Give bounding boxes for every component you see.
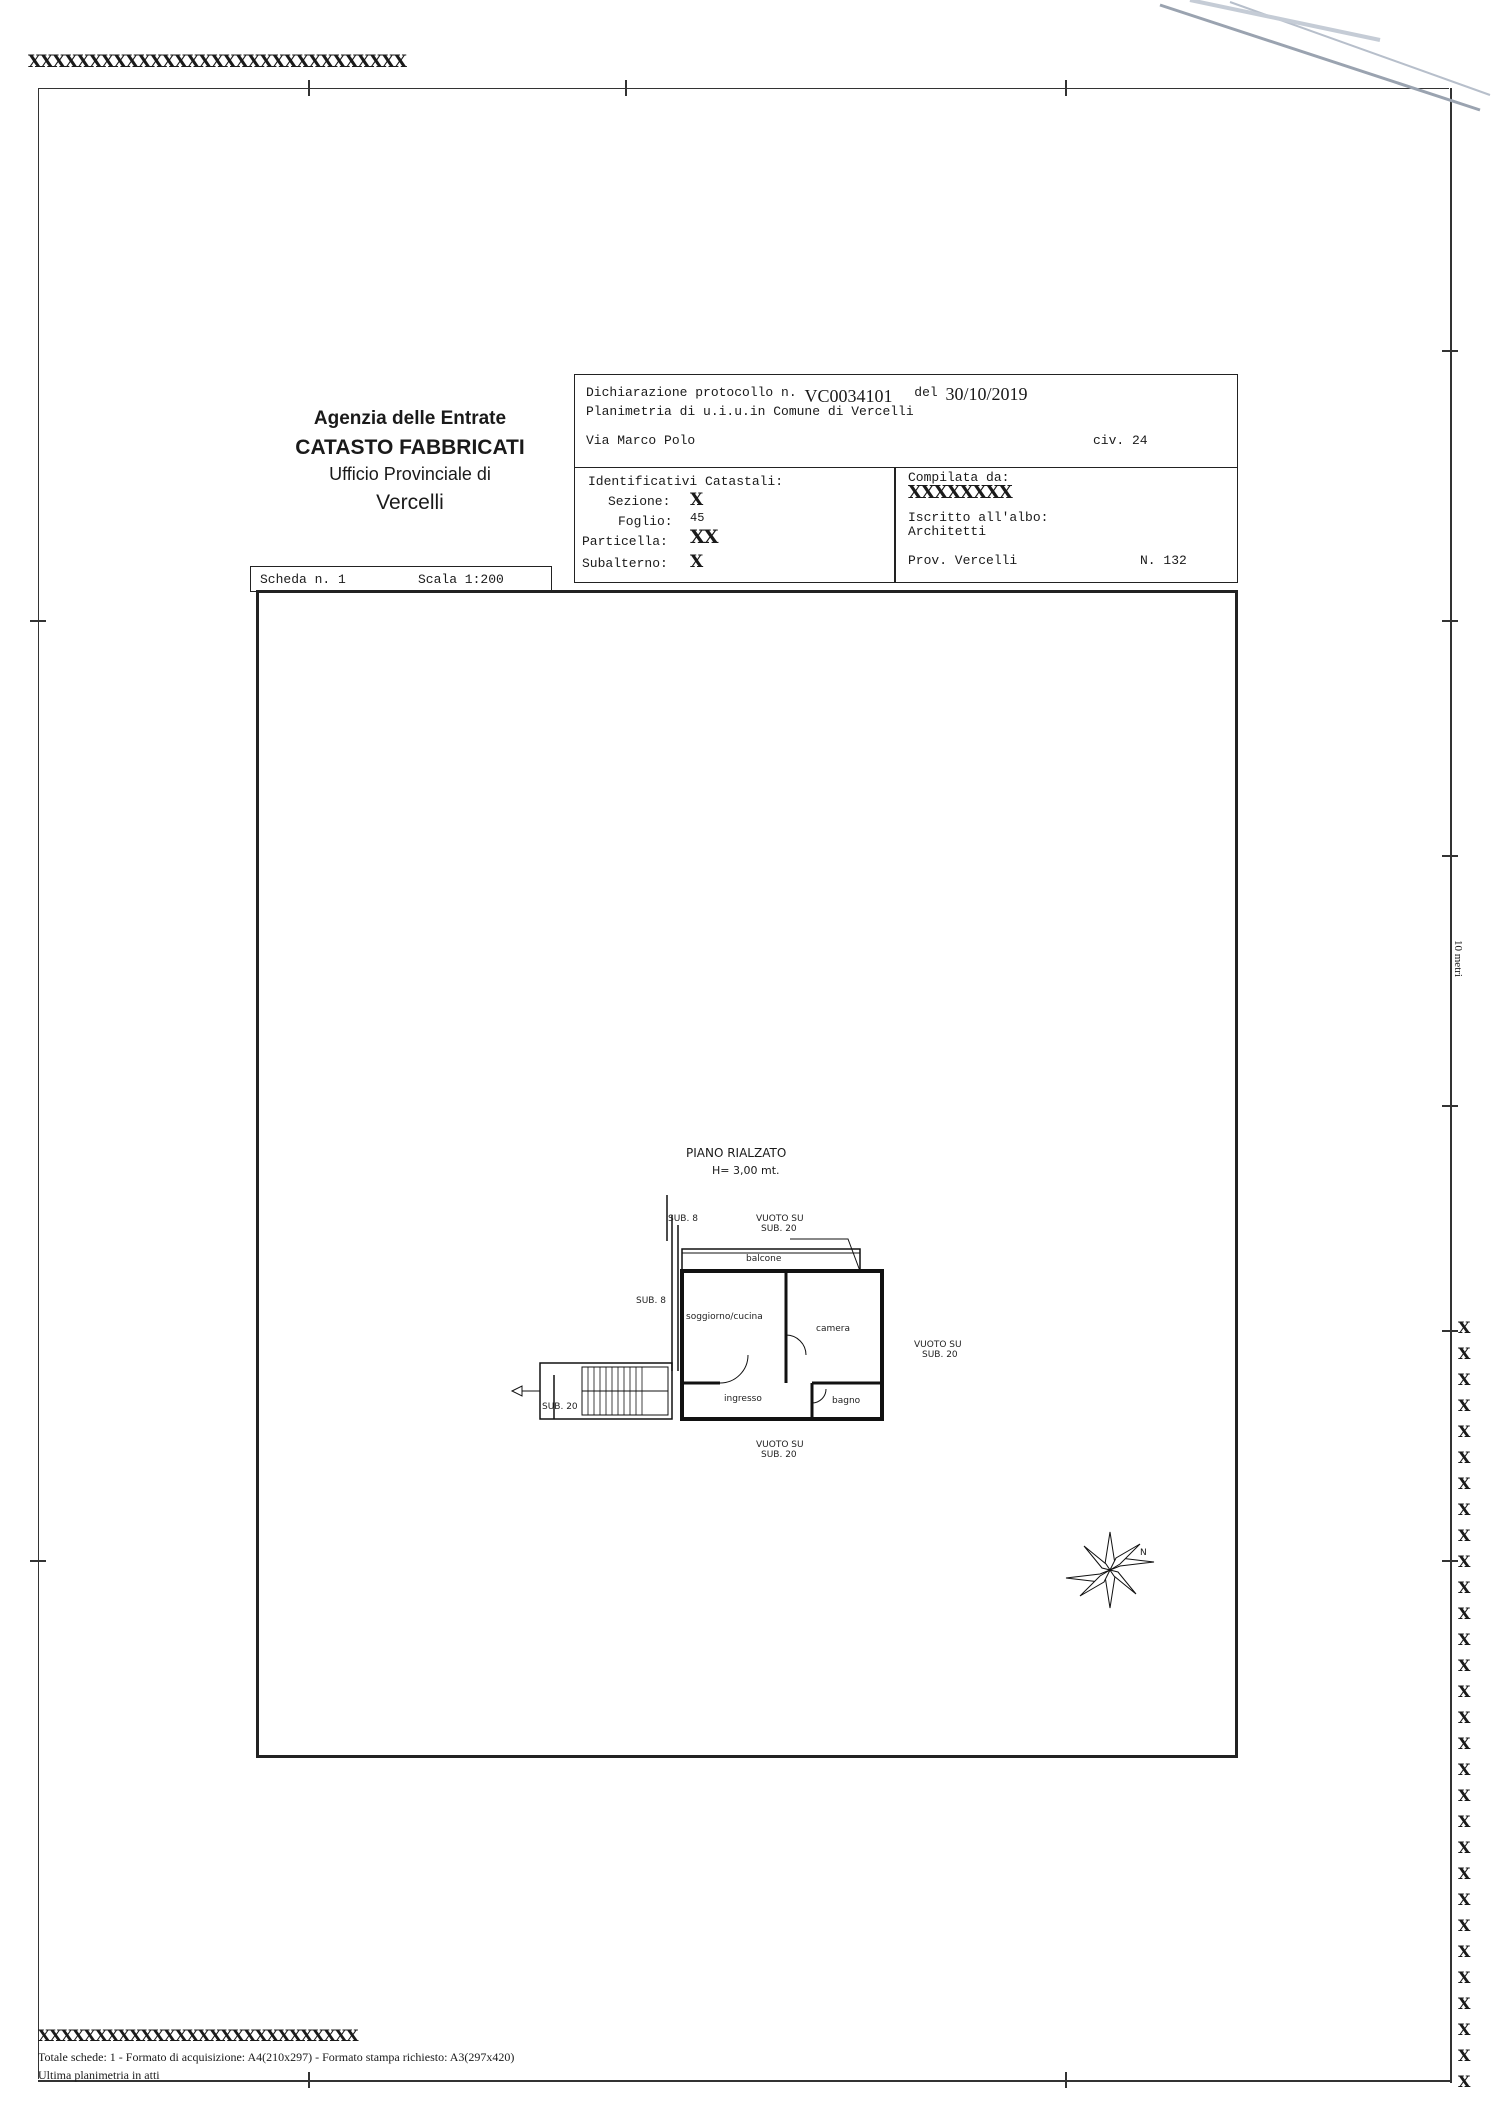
- footer-redacted-text: XXXXXXXXXXXXXXXXXXXXXXXXXXXX: [38, 2026, 358, 2045]
- frame-tick: [30, 620, 46, 622]
- label-sub8-left: SUB. 8: [636, 1296, 666, 1306]
- label-sub8-top: SUB. 8: [668, 1214, 698, 1224]
- side-redaction-mark: X: [1458, 1370, 1470, 1389]
- compass-north-label: N: [1140, 1548, 1147, 1558]
- prov-label: Prov. Vercelli: [908, 553, 1018, 568]
- foglio-label: Foglio:: [618, 514, 673, 529]
- side-redaction-mark: X: [1458, 1474, 1470, 1493]
- frame-tick: [1442, 1560, 1458, 1562]
- protocol-label: Dichiarazione protocollo n.: [586, 385, 797, 400]
- protocol-line: [586, 380, 1028, 406]
- civic-number: civ. 24: [1093, 433, 1148, 448]
- frame-tick: [30, 1560, 46, 1562]
- frame-tick: [308, 80, 310, 96]
- sezione-label: Sezione:: [608, 494, 671, 509]
- label-vuoto-top-sub: SUB. 20: [761, 1224, 797, 1234]
- side-redaction-mark: X: [1458, 1734, 1470, 1753]
- footer-ultima: Ultima planimetria in atti: [38, 2068, 160, 2082]
- side-redaction-mark: X: [1458, 1604, 1470, 1623]
- top-redacted-text: XXXXXXXXXXXXXXXXXXXXXXXXXXXXXXX: [28, 52, 406, 72]
- side-redaction-mark: X: [1458, 1942, 1470, 1961]
- agency-name: Agenzia delle Entrate: [313, 408, 507, 429]
- side-redaction-mark: X: [1458, 1760, 1470, 1779]
- side-redaction-mark: X: [1458, 1656, 1470, 1675]
- catasto-title: CATASTO FABBRICATI: [295, 436, 525, 459]
- label-ingresso: ingresso: [724, 1394, 762, 1404]
- label-soggiorno: soggiorno/cucina: [686, 1312, 763, 1322]
- footer-totale: Totale schede: 1 - Formato di acquisizione: A4(210x297) - Formato stampa richiesto: A3(297x420): [38, 2050, 515, 2064]
- side-redaction-mark: X: [1458, 2072, 1470, 2091]
- frame-tick: [1442, 855, 1458, 857]
- side-redaction-mark: X: [1458, 1526, 1470, 1545]
- label-camera: camera: [816, 1324, 850, 1334]
- identifiers-title: Identificativi Catastali:: [588, 474, 784, 489]
- agency-block: [260, 408, 560, 515]
- frame-tick: [1442, 1105, 1458, 1107]
- label-vuoto-bottom-sub: SUB. 20: [761, 1450, 797, 1460]
- page-fold-mark: [1150, 0, 1496, 120]
- side-redaction-mark: X: [1458, 2020, 1470, 2039]
- iscritto-value: Architetti: [908, 524, 987, 539]
- subalterno-label: Subalterno:: [582, 556, 668, 571]
- side-redaction-mark: X: [1458, 1864, 1470, 1883]
- frame-tick: [308, 2072, 310, 2088]
- frame-tick: [1442, 350, 1458, 352]
- city-name: Vercelli: [376, 491, 444, 514]
- side-redaction-mark: X: [1458, 1838, 1470, 1857]
- side-redaction-mark: X: [1458, 1916, 1470, 1935]
- date-value: 30/10/2019: [945, 384, 1028, 404]
- side-redaction-mark: X: [1458, 1448, 1470, 1467]
- floorplan-title: PIANO RIALZATO: [686, 1146, 787, 1160]
- iscritto-label: Iscritto all'albo:: [908, 510, 1049, 525]
- side-redaction-mark: X: [1458, 1552, 1470, 1571]
- sezione-value: X: [690, 490, 703, 510]
- side-redaction-mark: X: [1458, 2046, 1470, 2065]
- side-redaction-column: [1458, 1318, 1478, 2098]
- label-vuoto-right: VUOTO SU: [914, 1340, 962, 1350]
- side-redaction-mark: X: [1458, 1578, 1470, 1597]
- side-redaction-mark: X: [1458, 1500, 1470, 1519]
- scheda-label: Scheda n. 1: [260, 572, 346, 587]
- side-redaction-mark: X: [1458, 1968, 1470, 1987]
- side-redaction-mark: X: [1458, 1682, 1470, 1701]
- side-redaction-mark: X: [1458, 1994, 1470, 2013]
- label-bagno: bagno: [832, 1396, 861, 1406]
- label-sub20-left: SUB. 20: [542, 1402, 578, 1412]
- side-redaction-mark: X: [1458, 1318, 1470, 1337]
- label-vuoto-top: VUOTO SU: [756, 1214, 804, 1224]
- side-redaction-mark: X: [1458, 1396, 1470, 1415]
- scala-label: Scala 1:200: [418, 572, 504, 587]
- side-redaction-mark: X: [1458, 1890, 1470, 1909]
- label-vuoto-right-sub: SUB. 20: [922, 1350, 958, 1360]
- address: Via Marco Polo: [586, 433, 696, 448]
- frame-tick: [1065, 80, 1067, 96]
- frame-tick: [1442, 620, 1458, 622]
- side-redaction-mark: X: [1458, 1422, 1470, 1441]
- albo-number: N. 132: [1140, 553, 1187, 568]
- side-redaction-mark: X: [1458, 1344, 1470, 1363]
- particella-label: Particella:: [582, 534, 668, 549]
- subalterno-value: X: [690, 552, 703, 572]
- plan-location: Planimetria di u.i.u.in Comune di Vercelli: [586, 404, 914, 419]
- side-redaction-mark: X: [1458, 1812, 1470, 1831]
- ufficio-label: Ufficio Provinciale di: [329, 464, 491, 484]
- label-balcone: balcone: [746, 1254, 782, 1264]
- compilata-value: XXXXXXXX: [908, 482, 1012, 503]
- outer-frame-bottom: [38, 2080, 1450, 2082]
- compilata-label: Compilata da:: [908, 470, 1010, 485]
- foglio-value: 45: [690, 511, 705, 525]
- frame-tick: [1442, 1330, 1458, 1332]
- frame-tick: [625, 80, 627, 96]
- side-redaction-mark: X: [1458, 1786, 1470, 1805]
- frame-tick: [1065, 2072, 1067, 2088]
- floorplan-height: H= 3,00 mt.: [712, 1164, 780, 1177]
- scale-bar-label: 10 metri: [1452, 940, 1464, 977]
- date-label: del: [914, 385, 938, 400]
- side-redaction-mark: X: [1458, 1708, 1470, 1727]
- protocol-number: VC0034101: [804, 386, 893, 406]
- particella-value: XX: [690, 526, 718, 548]
- compass-rose-icon: [1062, 1530, 1158, 1610]
- side-redaction-mark: X: [1458, 1630, 1470, 1649]
- outer-frame-right: [1450, 88, 1452, 2083]
- label-vuoto-bottom: VUOTO SU: [756, 1440, 804, 1450]
